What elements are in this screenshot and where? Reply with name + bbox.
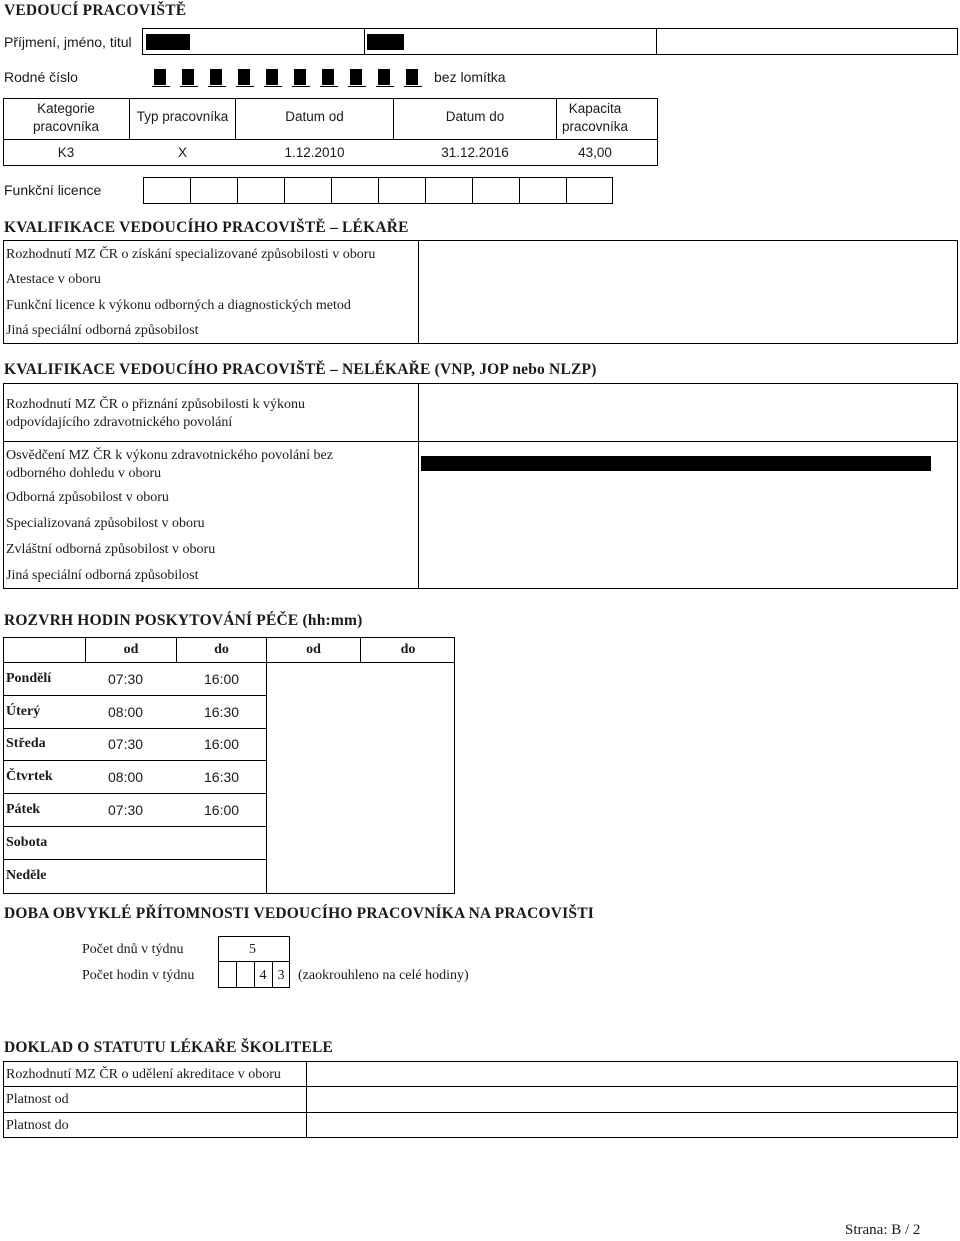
schedule-col-line (266, 637, 267, 894)
schedule-row-line (3, 859, 266, 860)
schedule-od1[interactable]: 08:00 (108, 769, 144, 785)
licence-label: Funkční licence (4, 182, 102, 198)
hours-digit-divider (236, 961, 237, 988)
schedule-row-line (3, 760, 266, 761)
lekare-row-2: Atestace v oboru (6, 272, 101, 287)
rc-digit-redacted (182, 69, 194, 85)
licence-box[interactable] (331, 177, 379, 204)
rc-digit-redacted (210, 69, 222, 85)
td-typ: X (177, 145, 187, 160)
lekare-divider (418, 240, 419, 344)
hours-label: Počet hodin v týdnu (82, 968, 195, 983)
section-title-nelekare: KVALIFIKACE VEDOUCÍHO PRACOVIŠTĚ – NELÉKAŘE (VNP, JOP nebo NLZP) (4, 361, 597, 378)
rc-label: Rodné číslo (4, 69, 78, 85)
schedule-row-line (3, 793, 266, 794)
nelekare-row1-l1: Rozhodnutí MZ ČR o přiznání způsobilosti k výkonu (6, 397, 306, 412)
schedule-header-do1: do (214, 642, 229, 657)
schedule-header-od1: od (123, 642, 139, 657)
schedule-do1[interactable]: 16:30 (204, 769, 240, 785)
schedule-day: Středa (6, 736, 46, 751)
licence-box[interactable] (425, 177, 473, 204)
section-title-doba: DOBA OBVYKLÉ PŘÍTOMNOSTI VEDOUCÍHO PRACOVNÍKA NA PRACOVIŠTI (4, 905, 594, 922)
redacted-firstname (367, 34, 404, 50)
rc-digit-redacted (294, 69, 306, 85)
lekare-row-3: Funkční licence k výkonu odborných a diagnostických metod (6, 298, 351, 313)
section-title-vedouci: VEDOUCÍ PRACOVIŠTĚ (4, 2, 187, 19)
days-value: 5 (249, 942, 256, 957)
nelekare-row-3: Odborná způsobilost v oboru (6, 490, 169, 505)
td-datum-od: 1.12.2010 (284, 145, 345, 160)
td-datum-do: 31.12.2016 (441, 145, 509, 160)
schedule-row-line (3, 695, 266, 696)
schedule-do1[interactable]: 16:00 (204, 671, 240, 687)
days-label: Počet dnů v týdnu (82, 942, 184, 957)
doklad-row-2: Platnost od (6, 1092, 69, 1107)
hours-digit: 4 (259, 968, 267, 983)
table-divider (3, 139, 658, 140)
schedule-od1[interactable]: 07:30 (108, 802, 144, 818)
nelekare-row-line (3, 441, 958, 442)
doklad-row-line (3, 1086, 958, 1087)
rc-digit-redacted (406, 69, 418, 85)
rc-digit-redacted (378, 69, 390, 85)
th-kategorie: Kategorie pracovníka (32, 101, 100, 134)
nelekare-table (3, 383, 958, 589)
schedule-day: Úterý (6, 704, 41, 719)
schedule-header-do2: do (400, 642, 416, 657)
licence-box[interactable] (237, 177, 285, 204)
th-typ: Typ pracovníka (136, 109, 229, 124)
name-divider (364, 28, 365, 55)
name-field[interactable] (142, 28, 958, 55)
schedule-header-od2: od (306, 642, 321, 657)
licence-box[interactable] (378, 177, 426, 204)
td-kapacita: 43,00 (578, 145, 612, 160)
schedule-day: Neděle (6, 868, 47, 883)
nelekare-row-5: Zvláštní odborná způsobilost v oboru (6, 542, 216, 557)
licence-box[interactable] (519, 177, 567, 204)
schedule-day: Pondělí (6, 671, 52, 686)
schedule-day: Pátek (6, 802, 41, 817)
rc-digit-redacted (238, 69, 250, 85)
hours-note: (zaokrouhleno na celé hodiny) (298, 968, 469, 983)
licence-box[interactable] (566, 177, 613, 204)
rc-digit-redacted (154, 69, 166, 85)
doklad-divider (306, 1061, 307, 1138)
rc-digit-redacted (322, 69, 334, 85)
nelekare-row-6: Jiná speciální odborná způsobilost (6, 568, 199, 583)
th-datum-do: Datum do (445, 109, 505, 124)
section-title-doklad: DOKLAD O STATUTU LÉKAŘE ŠKOLITELE (4, 1039, 334, 1056)
licence-box[interactable] (472, 177, 520, 204)
nelekare-row2-l1: Osvědčení MZ ČR k výkonu zdravotnického povolání bez (6, 448, 333, 463)
lekare-row-4: Jiná speciální odborná způsobilost (6, 323, 199, 338)
nelekare-row2-l2: odborného dohledu v oboru (6, 466, 162, 481)
section-title-rozvrh: ROZVRH HODIN POSKYTOVÁNÍ PÉČE (hh:mm) (4, 612, 363, 629)
lekare-row-1: Rozhodnutí MZ ČR o získání specializované způsobilosti v oboru (6, 247, 376, 262)
page-number: Strana: B / 2 (845, 1222, 921, 1238)
schedule-header-line (3, 662, 455, 663)
name-divider (656, 28, 657, 55)
schedule-do1[interactable]: 16:00 (204, 802, 240, 818)
licence-box[interactable] (190, 177, 238, 204)
nelekare-divider (418, 383, 419, 589)
th-datum-od: Datum od (285, 109, 344, 124)
schedule-day: Čtvrtek (6, 769, 53, 784)
redacted-surname (146, 34, 190, 50)
name-label: Příjmení, jméno, titul (4, 34, 132, 50)
td-kategorie: K3 (57, 145, 75, 160)
schedule-od1[interactable]: 07:30 (108, 736, 144, 752)
rc-digit-redacted (350, 69, 362, 85)
nelekare-row1-l2: odpovídajícího zdravotnického povolání (6, 415, 233, 430)
schedule-do1[interactable]: 16:30 (204, 704, 240, 720)
redacted-osvedceni (421, 456, 931, 471)
licence-box[interactable] (143, 177, 191, 204)
doklad-row-3: Platnost do (6, 1118, 69, 1133)
schedule-od1[interactable]: 08:00 (108, 704, 144, 720)
th-kapacita: Kapacita pracovníka (561, 101, 629, 134)
schedule-od1[interactable]: 07:30 (108, 671, 144, 687)
nelekare-row-4: Specializovaná způsobilost v oboru (6, 516, 205, 531)
schedule-day: Sobota (6, 835, 48, 850)
hours-digit: 3 (277, 968, 285, 983)
doklad-row-1: Rozhodnutí MZ ČR o udělení akreditace v oboru (6, 1067, 281, 1082)
schedule-do1[interactable]: 16:00 (204, 736, 240, 752)
schedule-row-line (3, 826, 266, 827)
schedule-row-line (3, 728, 266, 729)
section-title-lekare: KVALIFIKACE VEDOUCÍHO PRACOVIŠTĚ – LÉKAŘE (4, 219, 409, 236)
licence-box[interactable] (284, 177, 332, 204)
rc-note: bez lomítka (434, 69, 506, 85)
doklad-row-line (3, 1112, 958, 1113)
rc-digit-redacted (266, 69, 278, 85)
